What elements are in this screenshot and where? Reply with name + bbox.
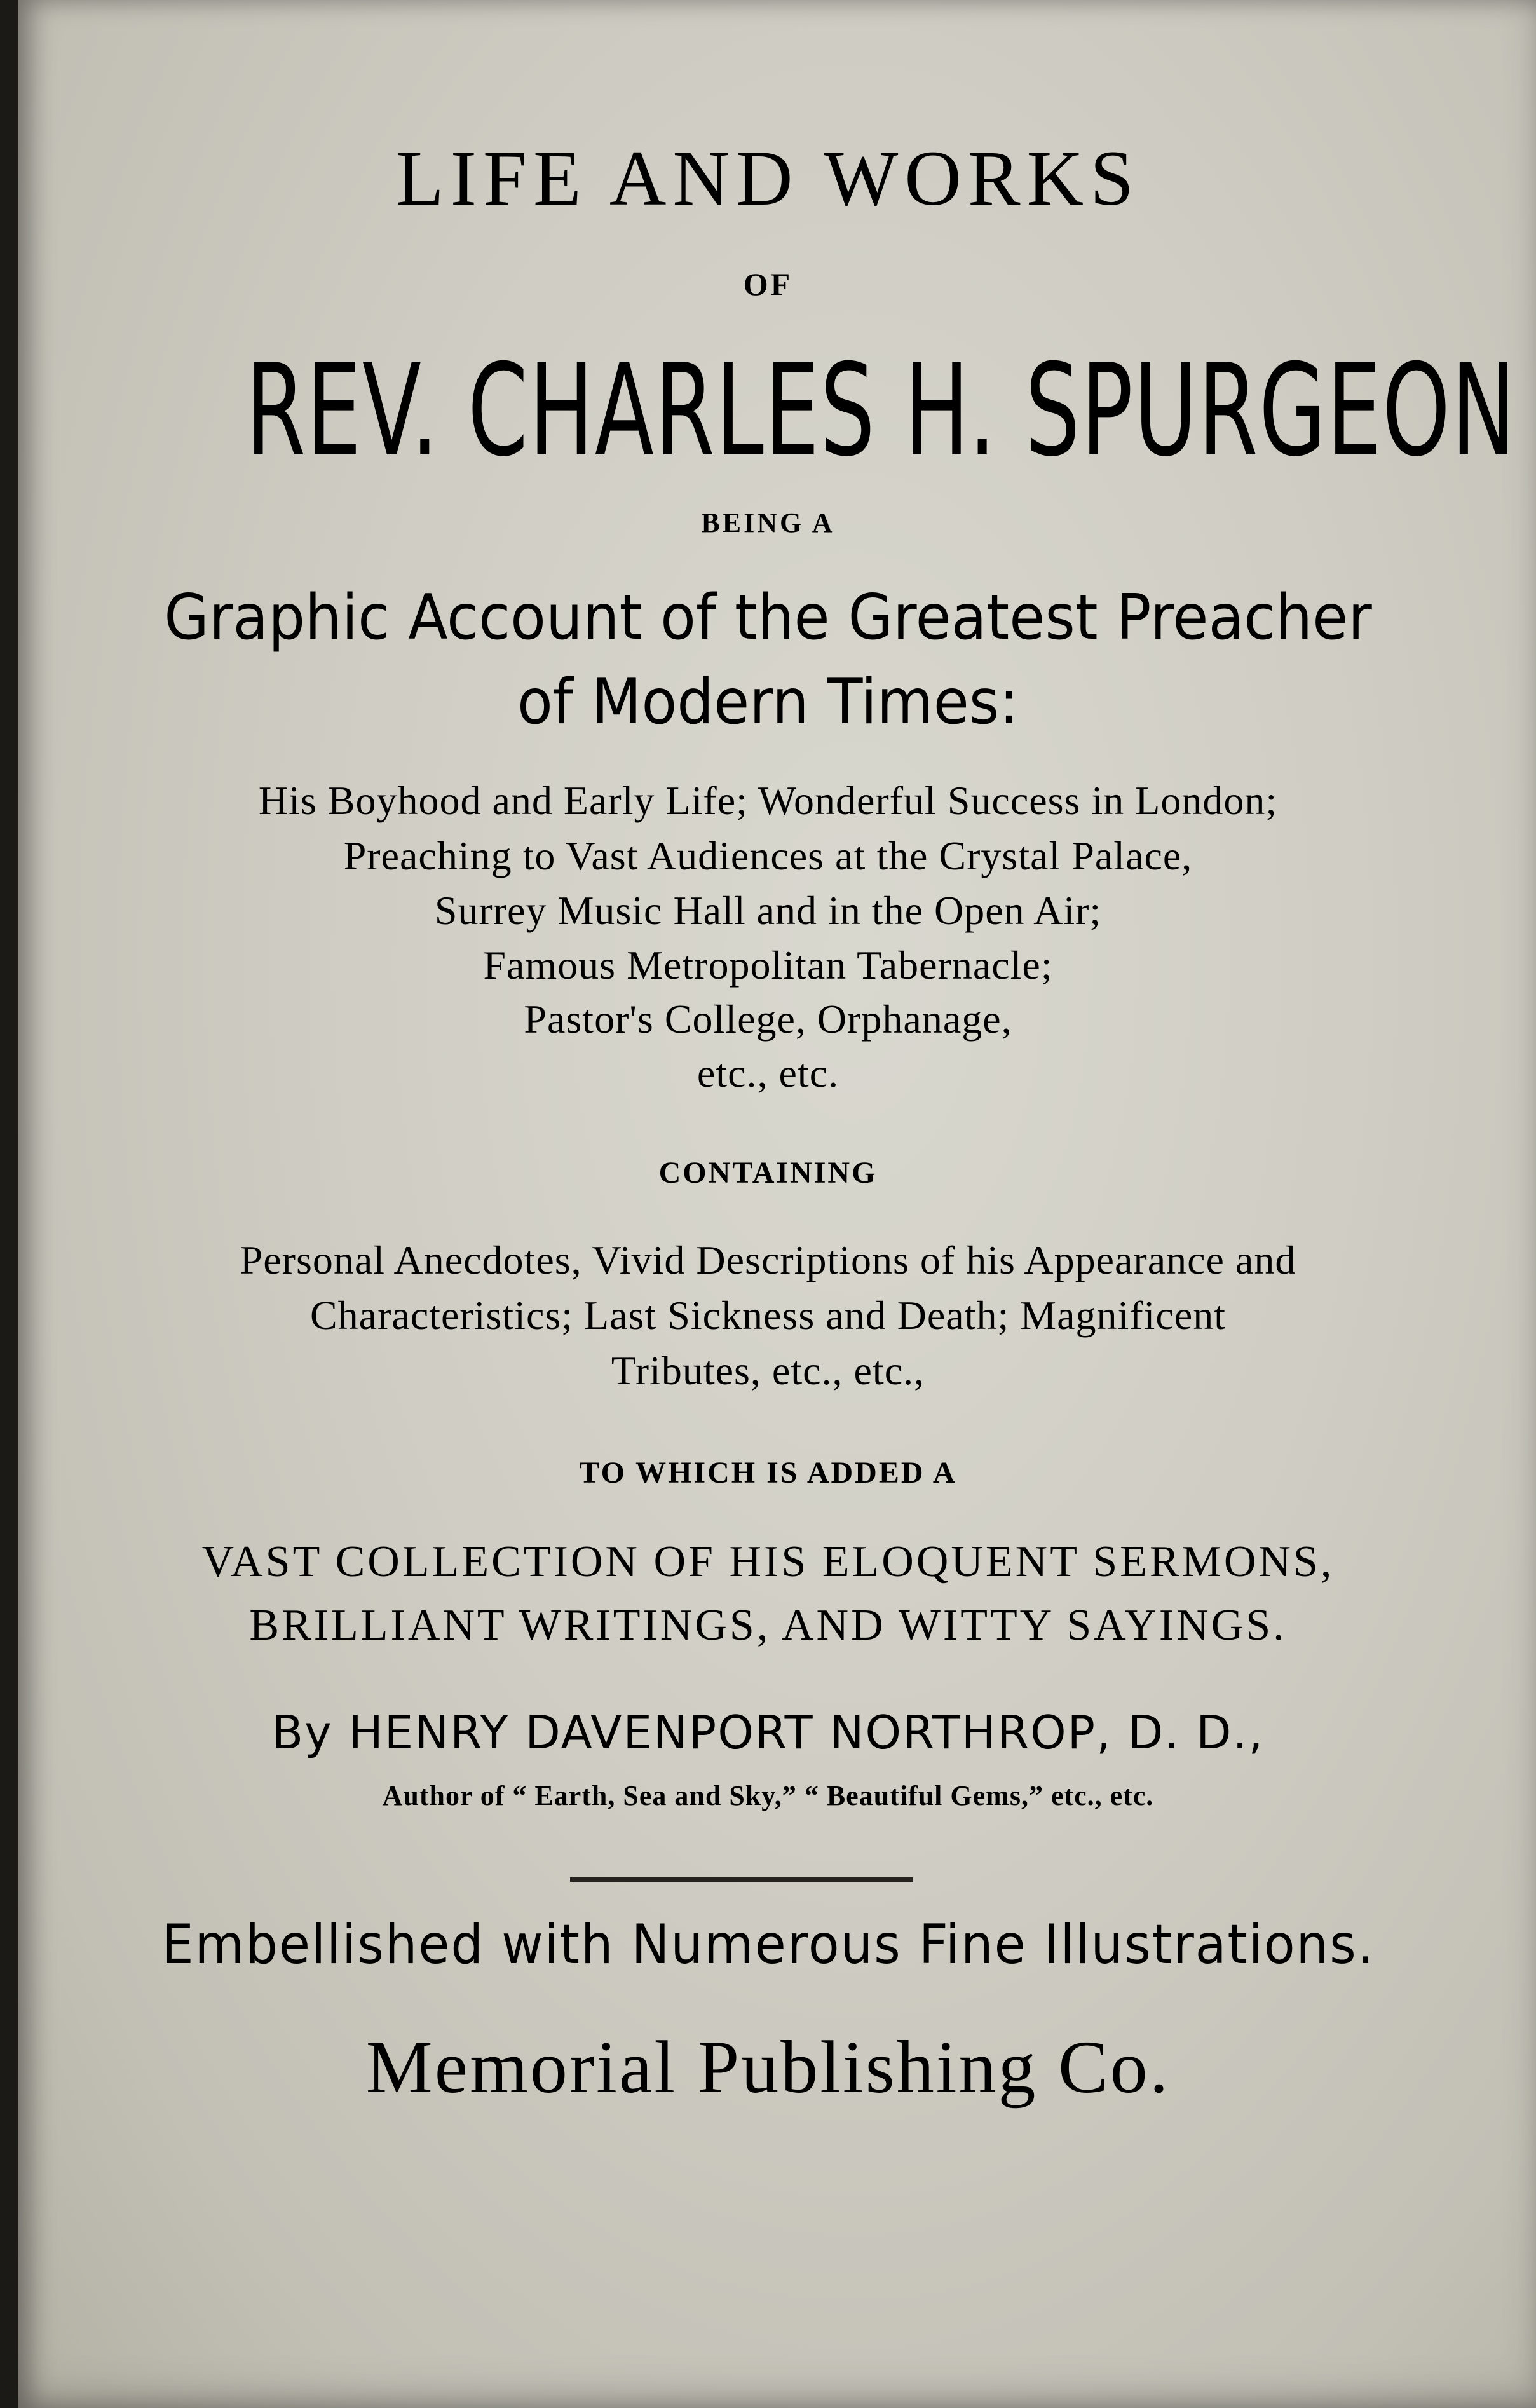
collection-line: VAST COLLECTION OF HIS ELOQUENT SERMONS, (201, 1537, 1335, 1586)
title-of: OF (743, 266, 793, 302)
publisher-name: Memorial Publishing Co. (365, 2025, 1171, 2109)
subject-name: REV. CHARLES H. SPURGEON (245, 337, 1517, 485)
divider-rule (570, 1877, 913, 1882)
subtitle-line-1: Graphic Account of the Greatest Preacher (164, 582, 1372, 654)
subtitle-line-2: of Modern Times: (517, 666, 1019, 738)
added-label: TO WHICH IS ADDED A (579, 1456, 957, 1490)
description-line: Famous Metropolitan Tabernacle; (483, 942, 1053, 988)
illustrations-note: Embellished with Numerous Fine Illustrations. (161, 1913, 1375, 1976)
description-line: Surrey Music Hall and in the Open Air; (434, 888, 1102, 933)
contents-line: Characteristics; Last Sickness and Death; Magnificent (309, 1293, 1227, 1338)
contents-line: Personal Anecdotes, Vivid Descriptions of his Appearance and (240, 1237, 1296, 1282)
book-title: LIFE AND WORKS (395, 135, 1141, 222)
description-line: etc., etc. (697, 1051, 839, 1096)
being-a-label: BEING A (701, 507, 835, 538)
description-line: Preaching to Vast Audiences at the Crystal Palace, (343, 833, 1193, 878)
contents-line: Tributes, etc., etc., (611, 1348, 925, 1393)
author-credits: Author of “ Earth, Sea and Sky,” “ Beautiful Gems,” etc., etc. (382, 1780, 1154, 1811)
containing-label: CONTAINING (658, 1156, 878, 1190)
description-line: Pastor's College, Orphanage, (524, 997, 1012, 1042)
description-line: His Boyhood and Early Life; Wonderful Success in London; (258, 778, 1278, 823)
author-byline: By HENRY DAVENPORT NORTHROP, D. D., (271, 1706, 1265, 1759)
collection-line: BRILLIANT WRITINGS, AND WITTY SAYINGS. (249, 1601, 1287, 1650)
